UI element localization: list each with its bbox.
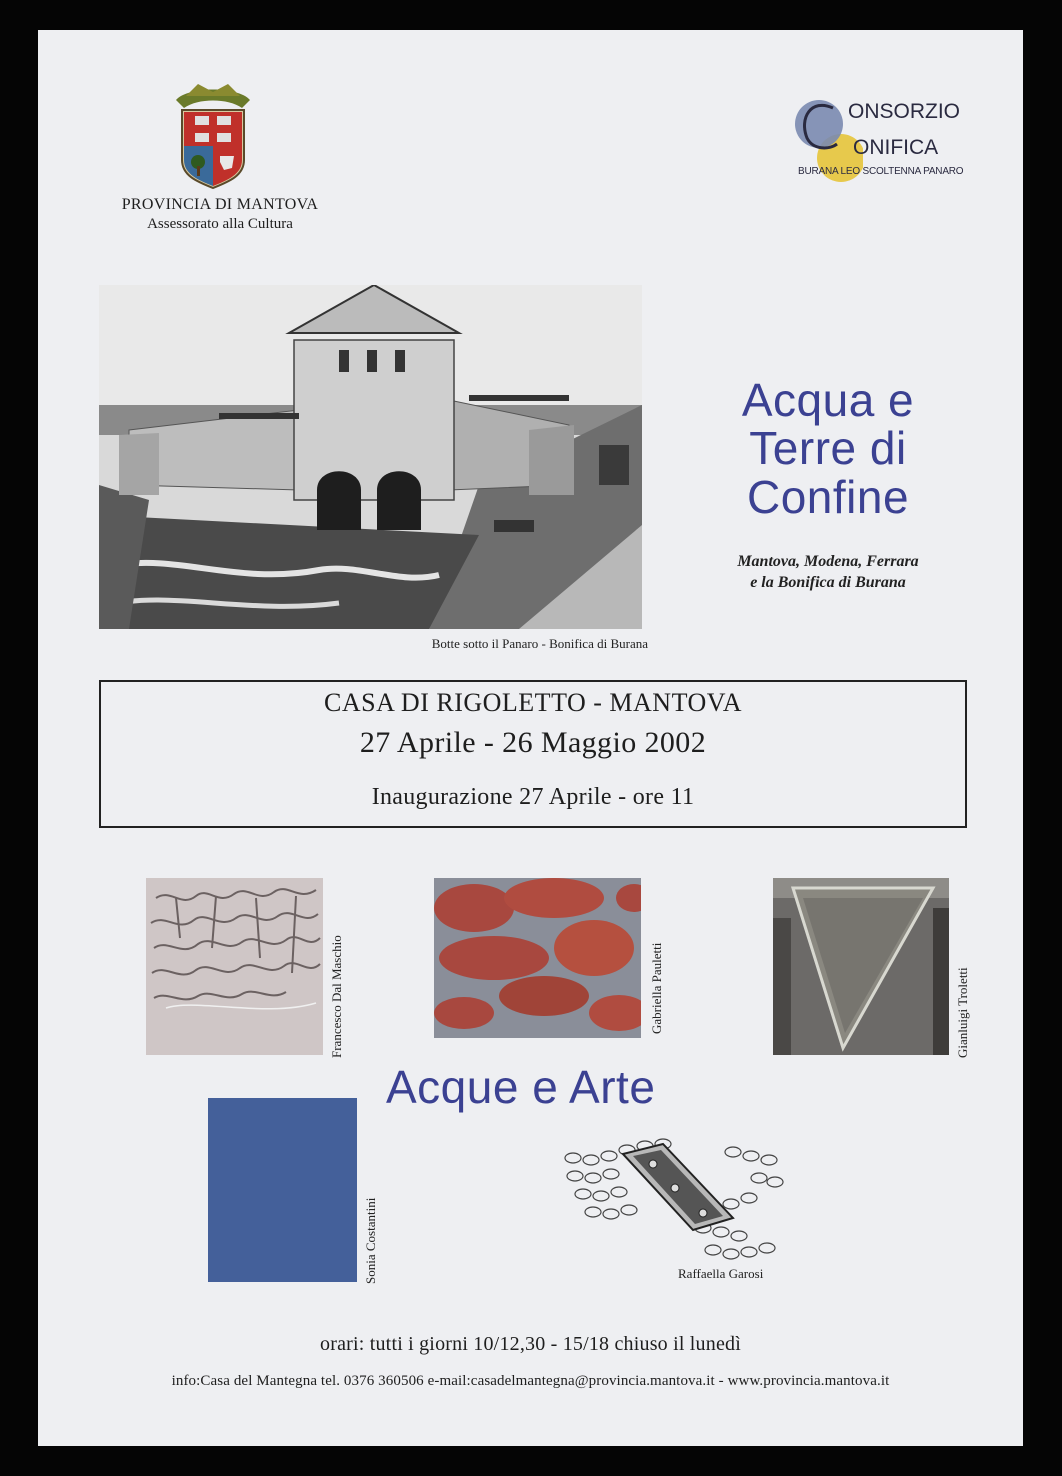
artist-label-dal-maschio: Francesco Dal Maschio: [329, 935, 344, 1058]
exhibition-title-line2: Terre di: [749, 422, 907, 474]
exhibition-subtitle-line2: e la Bonifica di Burana: [750, 574, 906, 591]
historic-photo-botte-panaro: [99, 285, 642, 629]
consorzio-line1: ONSORZIO: [848, 100, 961, 123]
artwork-troletti: [773, 878, 949, 1055]
artist-label-garosi: Raffaella Garosi: [678, 1266, 764, 1281]
photo-caption: Botte sotto il Panaro - Bonifica di Burana: [431, 636, 648, 651]
artist-label-costantini: Sonia Costantini: [363, 1197, 378, 1284]
contact-info: info:Casa del Mantegna tel. 0376 360506 e-mail:casadelmantegna@provincia.mantova.it - www.provincia.mantova.it: [171, 1373, 890, 1389]
event-venue: CASA DI RIGOLETTO - MANTOVA: [324, 688, 742, 717]
artworks-section-title: Acque e Arte: [386, 1061, 656, 1113]
consorzio-line3: BURANA LEO SCOLTENNA PANARO: [798, 166, 964, 177]
event-inauguration: Inaugurazione 27 Aprile - ore 11: [371, 784, 695, 810]
province-name: PROVINCIA DI MANTOVA: [121, 196, 319, 213]
event-info-box: [99, 680, 967, 828]
consorzio-line2: ONIFICA: [853, 136, 939, 159]
artwork-pauletti: [434, 878, 641, 1038]
exhibition-subtitle-line1: Mantova, Modena, Ferrara: [737, 553, 919, 570]
opening-hours: orari: tutti i giorni 10/12,30 - 15/18 chiuso il lunedì: [320, 1333, 741, 1355]
artwork-costantini: [208, 1098, 357, 1282]
artist-label-pauletti: Gabriella Pauletti: [649, 942, 664, 1034]
poster: [38, 30, 1023, 1446]
province-crest-icon: [168, 82, 258, 192]
exhibition-title-line3: Confine: [746, 471, 910, 523]
artist-label-troletti: Gianluigi Troletti: [955, 967, 970, 1058]
artwork-garosi: [563, 1138, 813, 1262]
exhibition-title-line1: Acqua e: [741, 374, 915, 426]
event-dates: 27 Aprile - 26 Maggio 2002: [359, 726, 707, 759]
artwork-dal-maschio: [146, 878, 323, 1055]
province-department: Assessorato alla Cultura: [147, 216, 293, 232]
